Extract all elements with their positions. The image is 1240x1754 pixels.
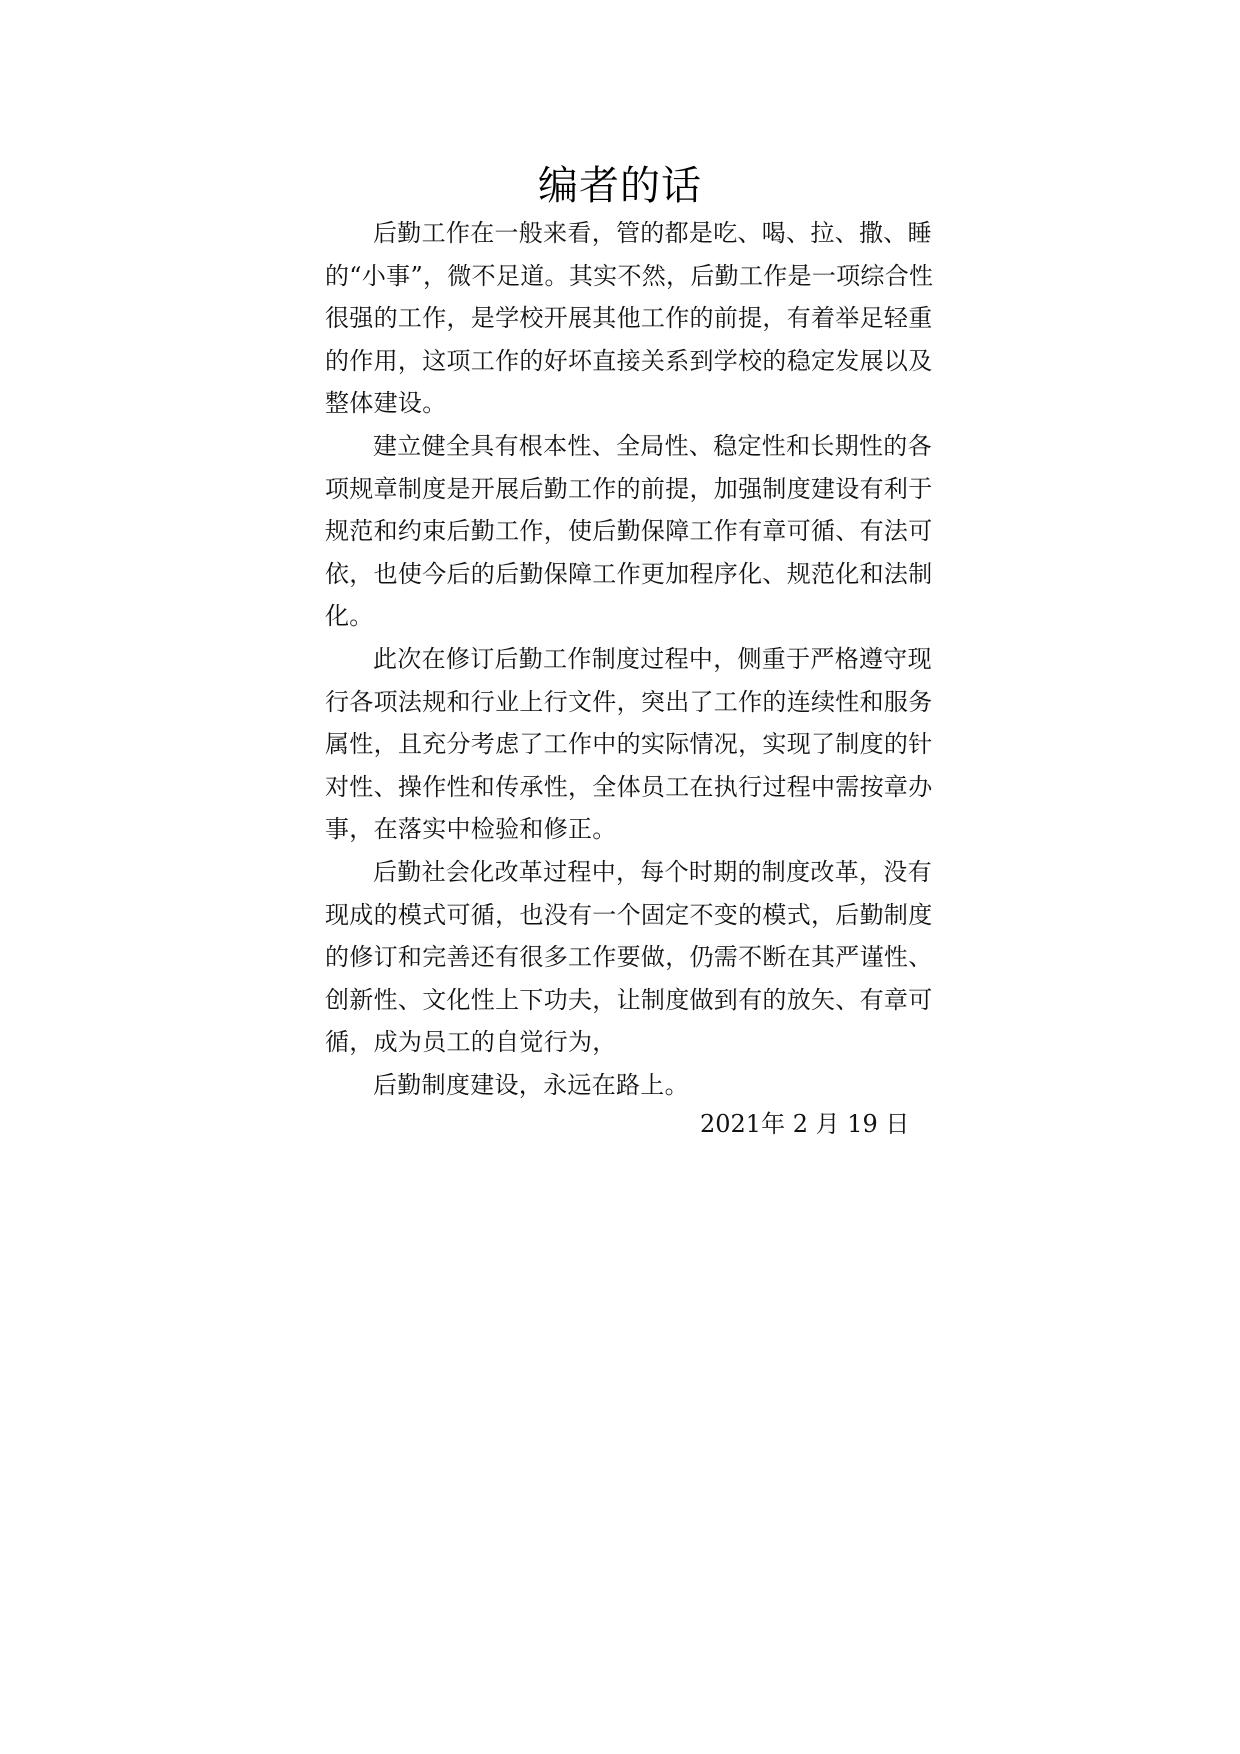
page-title: 编者的话: [538, 163, 702, 209]
paragraph-1: 后勤工作在一般来看，管的都是吃、喝、拉、撒、睡的“小事”，微不足道。其实不然，后勤工作是一项综合性很强的工作，是学校开展其他工作的前提，有着举足轻重的作用，这项工作的好坏直接关系到学校的稳定发展以及整体建设。: [325, 219, 934, 418]
paragraph-2: 建立健全具有根本性、全局性、稳定性和长期性的各项规章制度是开展后勤工作的前提，加强制度建设有利于规范和约束后勤工作，使后勤保障工作有章可循、有法可依，也使今后的后勤保障工作更加程序化、规范化和法制化。: [325, 431, 933, 631]
document-body: [325, 212, 935, 1106]
paragraph-3: 此次在修订后勤工作制度过程中，侧重于严格遵守现行各项法规和行业上行文件，突出了工作的连续性和服务属性，且充分考虑了工作中的实际情况，实现了制度的针对性、操作性和传承性，全体员工在执行过程中需按章办事，在落实中检验和修正。: [325, 644, 933, 844]
paragraph-5: 后勤制度建设，永远在路上。: [373, 1070, 689, 1099]
document-date: 2021年 2 月 19 日: [700, 1110, 910, 1138]
paragraph-4: 后勤社会化改革过程中，每个时期的制度改革，没有现成的模式可循，也没有一个固定不变的模式，后勤制度的修订和完善还有很多工作要做，仍需不断在其严谨性、创新性、文化性上下功夫，让制度做到有的放矢、有章可循，成为员工的自觉行为，: [325, 857, 933, 1057]
